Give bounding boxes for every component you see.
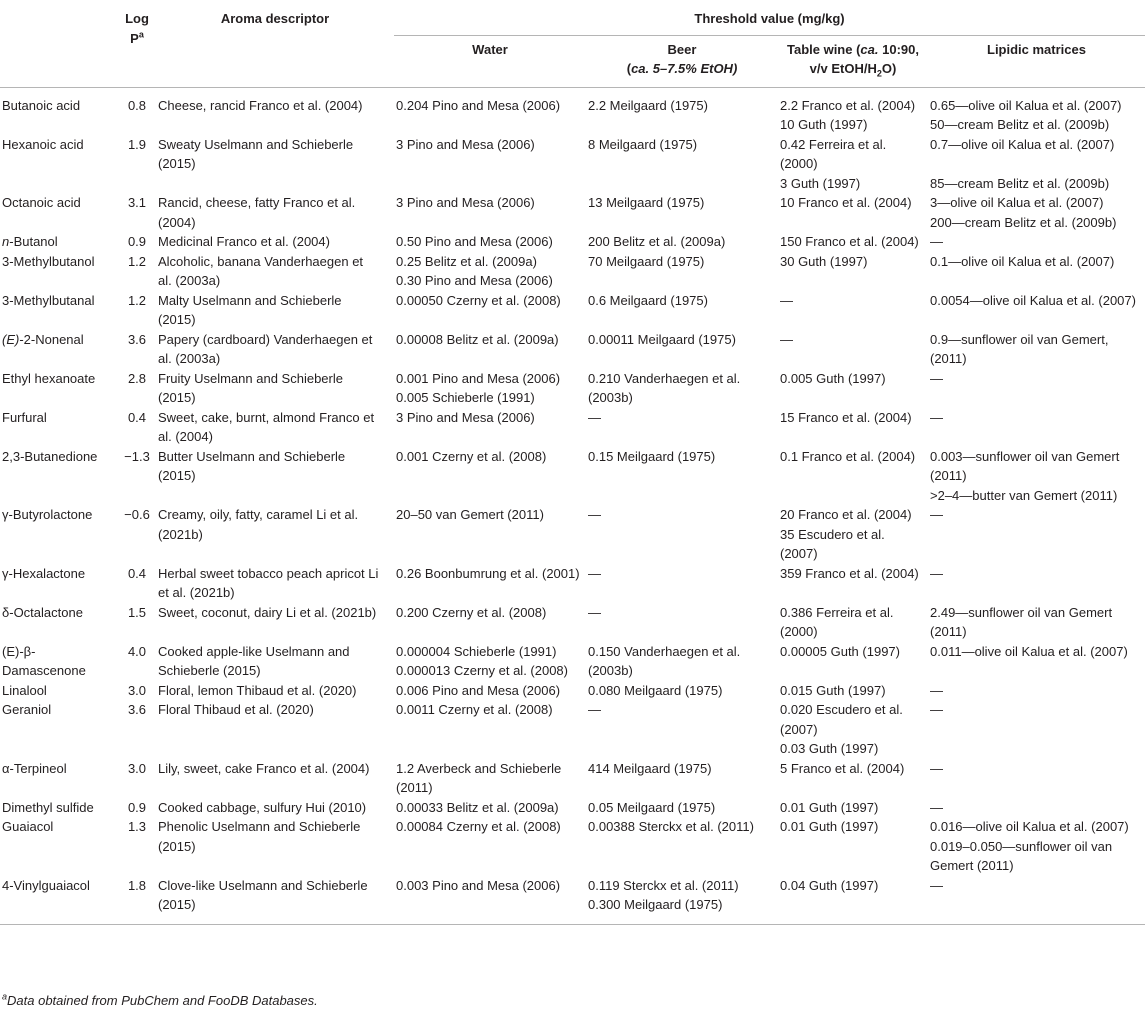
- table-row: [0, 447, 1145, 506]
- aroma-descriptor: Floral Thibaud et al. (2020): [158, 702, 314, 717]
- aroma-descriptor: Alcoholic, banana Vanderhaegen et al. (2003a): [158, 253, 364, 288]
- cell-line: 0.020 Escudero et al. (2007): [780, 702, 903, 737]
- compound-name: [0, 798, 118, 818]
- table-row: [0, 603, 1145, 642]
- header-log-p-sup: a: [138, 29, 144, 40]
- threshold-lipidic: [928, 564, 1145, 603]
- threshold-table-wine: [778, 798, 928, 818]
- log-p-value: 3.0: [127, 760, 147, 776]
- cell-line: 0.150 Vanderhaegen et al. (2003b): [588, 643, 741, 678]
- threshold-beer: [586, 681, 778, 701]
- cell-line: —: [588, 702, 601, 717]
- compound-name: [0, 193, 118, 232]
- aroma-descriptor: Medicinal Franco et al. (2004): [158, 234, 330, 249]
- threshold-table-wine: [778, 87, 928, 135]
- threshold-table-wine: [778, 232, 928, 252]
- cell-line: 1.2 Averbeck and Schieberle (2011): [396, 760, 562, 795]
- cell-line: 0.25 Belitz et al. (2009a): [396, 253, 537, 269]
- cell-line: 0.005 Schieberle (1991): [396, 390, 535, 405]
- aroma-descriptor: Cooked cabbage, sulfury Hui (2010): [158, 799, 367, 815]
- threshold-water: [394, 330, 586, 369]
- table-row: [0, 505, 1145, 564]
- cell-line: —: [930, 682, 943, 698]
- threshold-lipidic: [928, 681, 1145, 701]
- threshold-beer: [586, 603, 778, 642]
- cell-line: 0.001 Pino and Mesa (2006): [396, 370, 561, 386]
- cell-line: 5 Franco et al. (2004): [780, 760, 905, 776]
- compound-name-text: δ-Octalactone: [2, 604, 83, 620]
- cell-line: 0.003—sunflower oil van Gemert (2011): [930, 448, 1120, 483]
- cell-line: 0.00005 Guth (1997): [780, 643, 900, 659]
- cell-line: —: [930, 507, 943, 522]
- cell-line: 0.000013 Czerny et al. (2008): [396, 663, 568, 678]
- cell-line: 0.0011 Czerny et al. (2008): [396, 702, 553, 717]
- table-row: [0, 798, 1145, 818]
- threshold-lipidic: [928, 408, 1145, 447]
- threshold-table-wine: [778, 876, 928, 925]
- log-p-value: 1.2: [127, 253, 147, 269]
- cell-line: 15 Franco et al. (2004): [780, 409, 912, 425]
- cell-line: 2.2 Franco et al. (2004): [780, 97, 916, 113]
- log-p-value: 1.9: [127, 136, 147, 152]
- cell-line: 150 Franco et al. (2004): [780, 234, 919, 249]
- threshold-lipidic: [928, 798, 1145, 818]
- threshold-beer: [586, 330, 778, 369]
- table-row: [0, 135, 1145, 194]
- cell-line: 0.1—olive oil Kalua et al. (2007): [930, 253, 1115, 269]
- header-beer: [586, 35, 778, 87]
- threshold-table-wine: [778, 369, 928, 408]
- compound-name-text: 4-Vinylguaiacol: [2, 877, 90, 893]
- threshold-water: [394, 700, 586, 759]
- cell-line: 3 Pino and Mesa (2006): [396, 195, 535, 210]
- cell-line: 359 Franco et al. (2004): [780, 565, 919, 581]
- threshold-lipidic: [928, 135, 1145, 194]
- threshold-beer: [586, 564, 778, 603]
- table-row: [0, 759, 1145, 798]
- threshold-lipidic: [928, 252, 1145, 291]
- compound-name-prefix: (E): [2, 331, 20, 347]
- cell-line: 0.001 Czerny et al. (2008): [396, 448, 547, 464]
- threshold-beer: [586, 505, 778, 564]
- cell-line: 0.016—olive oil Kalua et al. (2007): [930, 819, 1129, 834]
- threshold-table-wine: [778, 291, 928, 330]
- table-row: [0, 564, 1145, 603]
- compound-name-text: -Butanol: [9, 234, 58, 249]
- aroma-descriptor: Sweaty Uselmann and Schieberle (2015): [158, 136, 354, 171]
- compound-name: [0, 603, 118, 642]
- cell-line: 0.01 Guth (1997): [780, 819, 879, 834]
- threshold-beer: [586, 369, 778, 408]
- threshold-lipidic: [928, 876, 1145, 925]
- threshold-table-wine: [778, 700, 928, 759]
- compound-name: [0, 681, 118, 701]
- threshold-beer: [586, 447, 778, 506]
- threshold-table-wine: [778, 505, 928, 564]
- compound-name-text: -2-Nonenal: [19, 331, 84, 347]
- cell-line: 10 Franco et al. (2004): [780, 195, 912, 210]
- cell-line: —: [930, 234, 943, 249]
- cell-line: 3 Pino and Mesa (2006): [396, 136, 535, 152]
- cell-line: 13 Meilgaard (1975): [588, 195, 705, 210]
- cell-line: 0.00388 Sterckx et al. (2011): [588, 819, 754, 834]
- threshold-water: [394, 291, 586, 330]
- cell-line: 0.015 Guth (1997): [780, 682, 886, 698]
- threshold-table-wine: [778, 252, 928, 291]
- table-body: [0, 87, 1145, 924]
- threshold-water: [394, 564, 586, 603]
- cell-line: 2.2 Meilgaard (1975): [588, 97, 708, 113]
- header-beer-sub: (ca. 5–7.5% EtOH): [626, 61, 738, 76]
- threshold-table-wine: [778, 642, 928, 681]
- compound-name: [0, 876, 118, 925]
- table-header: [0, 0, 1145, 87]
- aroma-descriptor: Floral, lemon Thibaud et al. (2020): [158, 682, 357, 698]
- threshold-lipidic: [928, 642, 1145, 681]
- cell-line: 0.210 Vanderhaegen et al. (2003b): [588, 370, 741, 405]
- header-wine-ca: ca.: [860, 41, 879, 57]
- compound-name: [0, 408, 118, 447]
- table-row: [0, 87, 1145, 135]
- log-p-value: 0.4: [127, 409, 147, 425]
- table-row: [0, 642, 1145, 681]
- table-row: [0, 817, 1145, 876]
- threshold-water: [394, 876, 586, 925]
- cell-line: 0.65—olive oil Kalua et al. (2007): [930, 97, 1122, 113]
- threshold-water: [394, 408, 586, 447]
- compound-name: [0, 87, 118, 135]
- threshold-lipidic: [928, 193, 1145, 232]
- table-row: [0, 291, 1145, 330]
- cell-line: 0.00084 Czerny et al. (2008): [396, 819, 561, 834]
- aroma-descriptor: Clove-like Uselmann and Schieberle (2015): [156, 876, 394, 925]
- aroma-descriptor: Rancid, cheese, fatty Franco et al. (2004): [158, 195, 356, 230]
- compound-name-text: γ-Butyrolactone: [2, 507, 93, 522]
- compound-name-text: Hexanoic acid: [2, 136, 84, 152]
- cell-line: 0.000004 Schieberle (1991): [396, 643, 557, 659]
- cell-line: 3 Pino and Mesa (2006): [396, 409, 535, 425]
- cell-line: 0.42 Ferreira et al. (2000): [780, 136, 887, 171]
- log-p-value: −0.6: [124, 507, 150, 522]
- threshold-lipidic: [928, 603, 1145, 642]
- compound-name-text: Guaiacol: [2, 819, 54, 834]
- threshold-water: [394, 817, 586, 876]
- table-row: [0, 193, 1145, 232]
- compound-name: [0, 369, 118, 408]
- table-row: [0, 252, 1145, 291]
- cell-line: 0.05 Meilgaard (1975): [588, 799, 716, 815]
- threshold-water: [394, 193, 586, 232]
- threshold-beer: [586, 408, 778, 447]
- cell-line: 0.006 Pino and Mesa (2006): [396, 682, 561, 698]
- threshold-table-wine: [778, 681, 928, 701]
- cell-line: 3—olive oil Kalua et al. (2007): [930, 195, 1104, 210]
- log-p-value: 0.9: [127, 799, 147, 815]
- table-row: [0, 369, 1145, 408]
- compound-name-text: Linalool: [2, 682, 47, 698]
- compound-name: [0, 291, 118, 330]
- cell-line: 30 Guth (1997): [780, 253, 868, 269]
- cell-line: 0.005 Guth (1997): [780, 370, 886, 386]
- threshold-table-wine: [778, 447, 928, 506]
- log-p-value: 4.0: [127, 643, 147, 659]
- threshold-table-wine: [778, 135, 928, 194]
- threshold-beer: [586, 252, 778, 291]
- cell-line: 10 Guth (1997): [780, 117, 868, 132]
- threshold-table-wine: [778, 759, 928, 798]
- table-row: [0, 232, 1145, 252]
- cell-line: 0.0054—olive oil Kalua et al. (2007): [930, 292, 1136, 308]
- threshold-water: [394, 135, 586, 194]
- compound-name-text: (E)-β-Damascenone: [2, 643, 86, 678]
- cell-line: —: [588, 565, 601, 581]
- compound-name: [0, 447, 118, 506]
- threshold-beer: [586, 291, 778, 330]
- compound-name-text: 3-Methylbutanol: [2, 253, 95, 269]
- threshold-water: [394, 505, 586, 564]
- footnote-sup: a: [2, 991, 8, 1002]
- cell-line: 0.6 Meilgaard (1975): [588, 292, 708, 308]
- aroma-descriptor: Creamy, oily, fatty, caramel Li et al. (2021b): [158, 507, 359, 542]
- cell-line: —: [930, 565, 943, 581]
- footnote: [2, 993, 318, 1008]
- threshold-beer: [586, 700, 778, 759]
- cell-line: 0.00011 Meilgaard (1975): [588, 331, 736, 347]
- threshold-lipidic: [928, 330, 1145, 369]
- compound-name-text: Dimethyl sulfide: [2, 799, 94, 815]
- cell-line: 0.50 Pino and Mesa (2006): [396, 234, 553, 249]
- compound-name-text: Octanoic acid: [2, 195, 81, 210]
- threshold-lipidic: [928, 447, 1145, 506]
- cell-line: 0.019–0.050—sunflower oil van Gemert (2011): [930, 838, 1113, 873]
- compound-name-text: Butanoic acid: [2, 97, 81, 113]
- threshold-beer: [586, 193, 778, 232]
- log-p-value: 3.1: [127, 195, 147, 210]
- threshold-lipidic: [928, 505, 1145, 564]
- table-row: [0, 330, 1145, 369]
- compound-name: [0, 564, 118, 603]
- cell-line: —: [780, 331, 793, 347]
- threshold-lipidic: [928, 817, 1145, 876]
- compound-name-text: γ-Hexalactone: [2, 565, 86, 581]
- log-p-value: 0.8: [127, 97, 147, 113]
- table-row: [0, 700, 1145, 759]
- threshold-water: [394, 681, 586, 701]
- cell-line: 0.00008 Belitz et al. (2009a): [396, 331, 559, 347]
- aroma-descriptor: Herbal sweet tobacco peach apricot Li et al. (2021b): [158, 565, 379, 600]
- threshold-water: [394, 603, 586, 642]
- cell-line: 0.00033 Belitz et al. (2009a): [396, 799, 559, 815]
- log-p-value: 0.9: [127, 234, 147, 249]
- cell-line: 0.386 Ferreira et al. (2000): [780, 604, 894, 639]
- log-p-value: 3.6: [127, 331, 147, 347]
- cell-line: 0.01 Guth (1997): [780, 799, 879, 815]
- compound-name: [0, 817, 118, 876]
- cell-line: —: [930, 702, 943, 717]
- cell-line: 0.200 Czerny et al. (2008): [396, 604, 547, 620]
- cell-line: >2–4—butter van Gemert (2011): [930, 487, 1118, 503]
- threshold-table-wine: [778, 408, 928, 447]
- compound-name-prefix: n: [2, 234, 10, 249]
- cell-line: 8 Meilgaard (1975): [588, 136, 698, 152]
- compound-name: [0, 252, 118, 291]
- table-row: [0, 408, 1145, 447]
- threshold-beer: [586, 642, 778, 681]
- cell-line: —: [930, 370, 943, 386]
- cell-line: 0.30 Pino and Mesa (2006): [396, 273, 553, 288]
- table-row: [0, 681, 1145, 701]
- threshold-water: [394, 87, 586, 135]
- compound-name: [0, 135, 118, 194]
- log-p-value: 1.5: [127, 604, 147, 620]
- log-p-value: −1.3: [124, 448, 150, 464]
- log-p-value: 3.0: [127, 682, 147, 698]
- threshold-water: [394, 369, 586, 408]
- compound-name: [0, 700, 118, 759]
- header-threshold: Threshold value (mg/kg): [694, 11, 845, 26]
- table-row: [0, 876, 1145, 925]
- cell-line: 20 Franco et al. (2004): [780, 507, 912, 522]
- cell-line: 0.119 Sterckx et al. (2011): [588, 877, 739, 893]
- aroma-descriptor: Cheese, rancid Franco et al. (2004): [158, 97, 363, 113]
- threshold-beer: [586, 876, 778, 925]
- cell-line: 0.011—olive oil Kalua et al. (2007): [930, 643, 1128, 659]
- aroma-descriptor: Butter Uselmann and Schieberle (2015): [158, 448, 346, 483]
- threshold-table-wine: [778, 817, 928, 876]
- header-beer-title: Beer: [667, 41, 697, 57]
- aroma-descriptor: Papery (cardboard) Vanderhaegen et al. (2003a): [158, 331, 373, 366]
- compound-name-text: 3-Methylbutanal: [2, 292, 95, 308]
- log-p-value: 2.8: [127, 370, 147, 386]
- compound-name: [0, 505, 118, 564]
- cell-line: —: [588, 507, 601, 522]
- cell-line: 0.204 Pino and Mesa (2006): [396, 97, 561, 113]
- cell-line: 50—cream Belitz et al. (2009b): [930, 117, 1110, 132]
- aroma-descriptor: Phenolic Uselmann and Schieberle (2015): [158, 819, 361, 854]
- cell-line: 85—cream Belitz et al. (2009b): [930, 175, 1110, 191]
- compound-name-text: 2,3-Butanedione: [2, 448, 98, 464]
- threshold-lipidic: [928, 291, 1145, 330]
- threshold-lipidic: [928, 759, 1145, 798]
- cell-line: —: [780, 292, 793, 308]
- compound-name-text: Ethyl hexanoate: [2, 370, 96, 386]
- cell-line: —: [588, 409, 601, 425]
- threshold-water: [394, 232, 586, 252]
- threshold-table-wine: [778, 193, 928, 232]
- compound-name: [0, 759, 118, 798]
- cell-line: 0.15 Meilgaard (1975): [588, 448, 716, 464]
- aroma-descriptor: Malty Uselmann and Schieberle (2015): [158, 292, 342, 327]
- compound-name: [0, 232, 118, 252]
- compound-name: [0, 330, 118, 369]
- threshold-lipidic: [928, 87, 1145, 135]
- threshold-water: [394, 252, 586, 291]
- cell-line: 0.300 Meilgaard (1975): [588, 897, 723, 912]
- compound-name-text: Geraniol: [2, 702, 52, 717]
- header-water: Water: [394, 35, 586, 87]
- header-log-p-text: Log P: [125, 11, 149, 46]
- cell-line: 0.04 Guth (1997): [780, 877, 879, 893]
- cell-line: —: [588, 604, 601, 620]
- header-lipidic-matrices: Lipidic matrices: [928, 35, 1145, 87]
- cell-line: 0.1 Franco et al. (2004): [780, 448, 916, 464]
- cell-line: 414 Meilgaard (1975): [588, 760, 712, 776]
- aroma-descriptor: Sweet, coconut, dairy Li et al. (2021b): [158, 604, 377, 620]
- threshold-beer: [586, 817, 778, 876]
- cell-line: 0.00050 Czerny et al. (2008): [396, 292, 561, 308]
- threshold-water: [394, 447, 586, 506]
- compound-name: [0, 642, 118, 681]
- aroma-descriptor: Sweet, cake, burnt, almond Franco et al. (2004): [158, 409, 375, 444]
- header-aroma-descriptor: Aroma descriptor: [156, 0, 394, 87]
- log-p-value: 1.8: [118, 876, 156, 925]
- threshold-beer: [586, 232, 778, 252]
- threshold-lipidic: [928, 232, 1145, 252]
- cell-line: 0.26 Boonbumrung et al. (2001): [396, 565, 580, 581]
- threshold-beer: [586, 135, 778, 194]
- threshold-table-wine: [778, 603, 928, 642]
- header-log-p: [118, 0, 156, 87]
- cell-line: —: [930, 799, 943, 815]
- threshold-lipidic: [928, 700, 1145, 759]
- header-beer-sub-text: ca. 5–7.5% EtOH): [631, 61, 738, 76]
- cell-line: 0.03 Guth (1997): [780, 741, 879, 756]
- cell-line: 200 Belitz et al. (2009a): [588, 234, 726, 249]
- cell-line: 35 Escudero et al. (2007): [780, 526, 885, 561]
- cell-line: 70 Meilgaard (1975): [588, 253, 705, 269]
- threshold-table-wine: [778, 564, 928, 603]
- log-p-value: 1.3: [127, 819, 147, 834]
- threshold-water: [394, 642, 586, 681]
- cell-line: —: [930, 877, 943, 893]
- header-compound: [0, 0, 118, 87]
- threshold-lipidic: [928, 369, 1145, 408]
- compound-name-text: Furfural: [2, 409, 47, 425]
- log-p-value: 1.2: [127, 292, 147, 308]
- cell-line: [930, 154, 1145, 174]
- cell-line: 0.080 Meilgaard (1975): [588, 682, 723, 698]
- threshold-beer: [586, 87, 778, 135]
- threshold-table-wine: [778, 330, 928, 369]
- threshold-beer: [586, 759, 778, 798]
- aroma-descriptor: Lily, sweet, cake Franco et al. (2004): [158, 760, 370, 776]
- cell-line: 2.49—sunflower oil van Gemert (2011): [930, 604, 1113, 639]
- cell-line: 0.003 Pino and Mesa (2006): [396, 877, 561, 893]
- cell-line: 200—cream Belitz et al. (2009b): [930, 214, 1117, 230]
- threshold-beer: [586, 798, 778, 818]
- header-table-wine: Table wine (ca. 10:90, v/v EtOH/$H_2O$): [778, 35, 928, 87]
- cell-line: 0.9—sunflower oil van Gemert, (2011): [930, 331, 1109, 366]
- threshold-water: [394, 798, 586, 818]
- cell-line: 0.7—olive oil Kalua et al. (2007): [930, 136, 1115, 152]
- cell-line: 3 Guth (1997): [780, 175, 861, 191]
- cell-line: —: [930, 409, 943, 425]
- threshold-water: [394, 759, 586, 798]
- aroma-descriptor: Fruity Uselmann and Schieberle (2015): [158, 370, 343, 405]
- footnote-text: Data obtained from PubChem and FooDB Databases.: [7, 993, 318, 1008]
- cell-line: 20–50 van Gemert (2011): [396, 507, 544, 522]
- log-p-value: 3.6: [127, 702, 147, 717]
- compound-name-text: α-Terpineol: [2, 760, 67, 776]
- aroma-descriptor: Cooked apple-like Uselmann and Schieberle (2015): [158, 643, 350, 678]
- cell-line: —: [930, 760, 943, 776]
- log-p-value: 0.4: [127, 565, 147, 581]
